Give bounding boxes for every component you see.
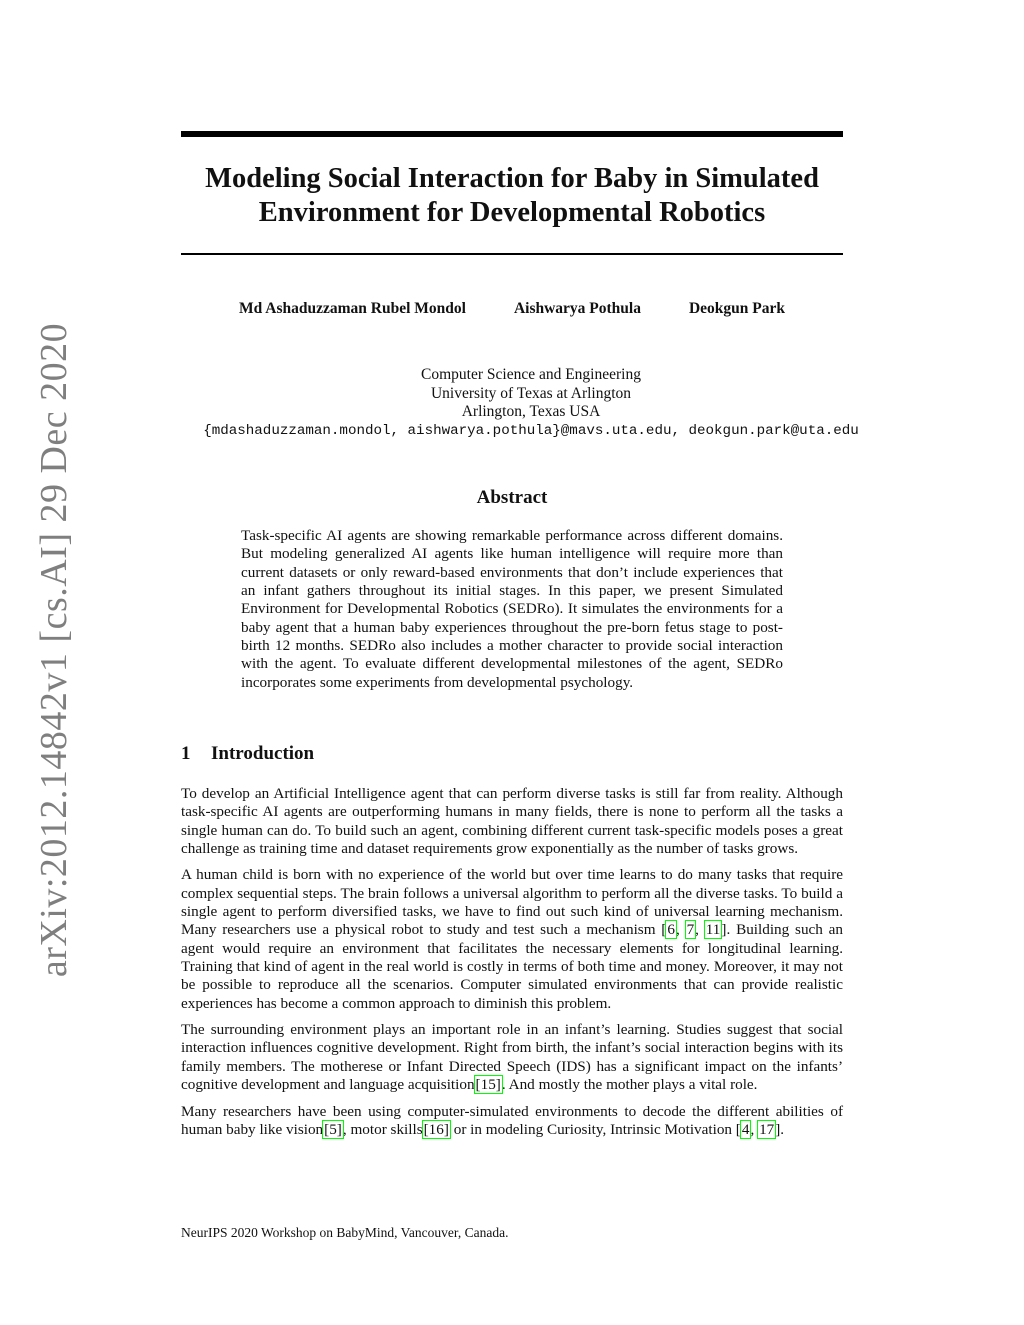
author-name: Deokgun Park	[688, 300, 785, 317]
paper-title	[181, 162, 843, 230]
citation-link[interactable]: 7	[686, 921, 695, 939]
citation-link[interactable]: 17	[759, 1120, 775, 1138]
title-line-2: Environment for Developmental Robotics	[258, 197, 766, 228]
citation-link[interactable]: [16]	[423, 1120, 449, 1138]
venue-footnote: NeurIPS 2020 Workshop on BabyMind, Vancouver, Canada.	[181, 1225, 509, 1240]
paragraph: A human child is born with no experience of the world but over time learns to do many tasks that require complex sequential steps. The brain follows a universal algorithm to perform all the diverse tasks. To build a single agent to perform diversified tasks, we have to find out such kind of universal learning mechanism. Many researchers use a physical robot to study and test such a mechanism [6, 7, 11]. Building such an agent would require an environment that facilitates the necessary elements for longitudinal learning. Training that kind of agent in the real world is costly in terms of both time and money. Moreover, it may not be possible to reproduce all the scenarios. Computer simulated environments that can provide realistic experiences has become a common approach to diminish this problem.	[181, 866, 844, 1012]
author-emails: {mdashaduzzaman.mondol, aishwarya.pothula}@mavs.uta.edu, deokgun.park@uta.edu	[203, 422, 859, 439]
affiliation-dept: Computer Science and Engineering	[421, 366, 641, 383]
citation-link[interactable]: [15]	[475, 1076, 501, 1094]
paragraph: The surrounding environment plays an important role in an infant’s learning. Studies suggest that social interaction influences cognitive development. Right from birth, the infant’s social interaction begins with its family members. The motherese or Infant Directed Speech (IDS) has a significant impact on the infants’ cognitive development and language acquisition[15]. And mostly the mother plays a vital role.	[181, 1021, 843, 1094]
section-number: 1	[181, 743, 191, 764]
citation-link[interactable]: 6	[667, 921, 675, 939]
author-list	[181, 300, 843, 318]
affiliation-location: Arlington, Texas USA	[461, 403, 601, 420]
abstract-heading: Abstract	[476, 487, 548, 508]
section-title: Introduction	[211, 743, 315, 764]
title-line-1: Modeling Social Interaction for Baby in Simulated	[205, 163, 819, 194]
author-name: Md Ashaduzzaman Rubel Mondol	[238, 300, 466, 317]
citation-link[interactable]: 4	[741, 1120, 750, 1138]
introduction-body	[181, 785, 843, 1147]
abstract-text: Task-specific AI agents are showing remarkable performance across different domains. But modeling generalized AI agents like human intelligence will require more than current datasets or only reward-based environments that don’t include experiences that an infant gathers throughout its initial stages. In this paper, we present Simulated Environment for Developmental Robotics (SEDRo). It simulates the environments for a baby agent that a human baby experiences throughout the pre-born fetus stage to post-birth 12 months. SEDRo also includes a mother character to provide social interaction with the agent. To evaluate different developmental milestones of the agent, SEDRo incorporates some experiments from developmental psychology.	[241, 527, 783, 691]
title-rule-bottom	[181, 253, 843, 255]
paragraph: To develop an Artificial Intelligence agent that can perform diverse tasks is still far from reality. Although task-specific AI agents are outperforming humans in many fields, there is none to perform all the tasks a single human can do. To build such an agent, combining different current task-specific models poses a great challenge as training time and dataset requirements grow exponentially as the number of tasks grows.	[181, 785, 843, 858]
citation-link[interactable]: 11	[705, 921, 721, 939]
affiliation-university: University of Texas at Arlington	[430, 384, 632, 402]
affiliation-block	[181, 366, 881, 440]
arxiv-stamp: arXiv:2012.14842v1 [cs.AI] 29 Dec 2020	[33, 322, 75, 978]
title-rule-top	[181, 131, 843, 137]
citation-link[interactable]: [5]	[324, 1120, 342, 1138]
author-name: Aishwarya Pothula	[513, 300, 641, 317]
section-heading-introduction	[181, 743, 314, 765]
paragraph: Many researchers have been using computer-simulated environments to decode the different abilities of human baby like vision[5], motor skills[16] or in modeling Curiosity, Intrinsic Motivation [4, 17].	[181, 1102, 843, 1138]
